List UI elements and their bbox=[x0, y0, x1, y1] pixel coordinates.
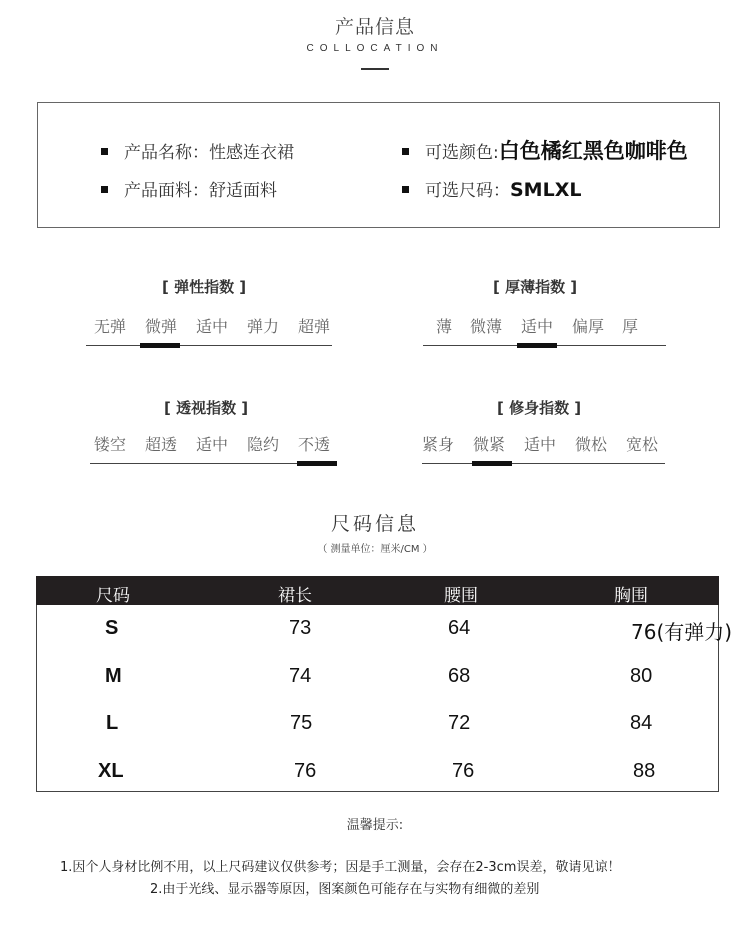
product-size-label: 可选尺码： bbox=[425, 181, 510, 201]
bust-cell: 88 bbox=[633, 760, 656, 782]
fit-option: 宽松 bbox=[626, 435, 659, 454]
bust-cell: 80 bbox=[630, 665, 653, 687]
section-subtitle: COLLOCATION bbox=[306, 43, 444, 54]
elasticity-scale-line bbox=[86, 345, 332, 346]
elasticity-option: 无弹 bbox=[94, 317, 127, 336]
fit-option: 紧身 bbox=[422, 435, 455, 454]
transparency-option: 超透 bbox=[145, 435, 178, 454]
fit-option: 微紧 bbox=[473, 435, 506, 454]
transparency-selected-marker bbox=[297, 461, 337, 466]
transparency-option: 不透 bbox=[298, 435, 331, 454]
transparency-option: 镂空 bbox=[94, 435, 127, 454]
header-waist: 腰围 bbox=[444, 586, 478, 606]
fit-option: 微松 bbox=[575, 435, 608, 454]
thickness-index-title: [ 厚薄指数 ] bbox=[493, 278, 578, 296]
tip-note-2: 2.由于光线、显示器等原因，图案颜色可能存在与实物有细微的差别 bbox=[150, 882, 540, 897]
bust-cell: 84 bbox=[630, 712, 653, 734]
product-name-label: 产品名称： bbox=[124, 143, 209, 163]
header-size: 尺码 bbox=[96, 586, 130, 606]
product-size-row bbox=[402, 176, 581, 201]
fit-option: 适中 bbox=[524, 435, 557, 454]
thickness-option: 适中 bbox=[521, 317, 554, 336]
title-divider bbox=[361, 68, 389, 70]
section-title: 产品信息 bbox=[334, 16, 415, 38]
size-cell: L bbox=[106, 712, 119, 734]
waist-cell: 64 bbox=[448, 617, 471, 639]
transparency-index-title: [ 透视指数 ] bbox=[164, 399, 249, 417]
fit-index-title: [ 修身指数 ] bbox=[497, 399, 582, 417]
elasticity-option: 弹力 bbox=[247, 317, 280, 336]
transparency-option: 适中 bbox=[196, 435, 229, 454]
size-cell: S bbox=[105, 617, 119, 639]
length-cell: 74 bbox=[289, 665, 312, 687]
thickness-option: 偏厚 bbox=[572, 317, 605, 336]
product-color-value: 白色橘红黑色咖啡色 bbox=[498, 139, 688, 163]
product-name-value: 性感连衣裙 bbox=[209, 143, 294, 163]
bullet-icon bbox=[101, 148, 108, 155]
product-fabric-value: 舒适面料 bbox=[209, 181, 277, 201]
bullet-icon bbox=[101, 186, 108, 193]
tip-note-1: 1.因个人身材比例不用，以上尺码建议仅供参考；因是手工测量，会存在2-3cm误差，敬请见谅！ bbox=[60, 860, 621, 875]
waist-cell: 76 bbox=[452, 760, 475, 782]
elasticity-selected-marker bbox=[140, 343, 180, 348]
thickness-option: 微薄 bbox=[470, 317, 503, 336]
elasticity-option: 超弹 bbox=[298, 317, 331, 336]
product-color-label: 可选颜色: bbox=[425, 143, 499, 163]
elasticity-option: 微弹 bbox=[145, 317, 178, 336]
waist-cell: 72 bbox=[448, 712, 471, 734]
length-cell: 75 bbox=[290, 712, 313, 734]
thickness-selected-marker bbox=[517, 343, 557, 348]
product-fabric-label: 产品面料： bbox=[124, 181, 209, 201]
length-cell: 76 bbox=[294, 760, 317, 782]
bust-cell: 76(有弹力) bbox=[631, 620, 733, 644]
product-info-box bbox=[37, 102, 720, 228]
fit-selected-marker bbox=[472, 461, 512, 466]
length-cell: 73 bbox=[289, 617, 312, 639]
size-cell: M bbox=[105, 665, 122, 687]
size-table-header bbox=[36, 576, 719, 605]
transparency-option: 隐约 bbox=[247, 435, 280, 454]
size-cell: XL bbox=[98, 760, 124, 782]
fit-scale-line bbox=[422, 463, 665, 464]
size-info-unit: （ 测量单位：厘米/CM ） bbox=[317, 544, 433, 555]
tips-title: 温馨提示: bbox=[346, 818, 404, 833]
bullet-icon bbox=[402, 148, 409, 155]
header-length: 裙长 bbox=[278, 586, 312, 606]
waist-cell: 68 bbox=[448, 665, 471, 687]
product-fabric-row bbox=[101, 176, 277, 201]
elasticity-index-title: [ 弹性指数 ] bbox=[162, 278, 247, 296]
thickness-option: 厚 bbox=[622, 317, 639, 336]
header-bust: 胸围 bbox=[614, 586, 648, 606]
product-color-row bbox=[402, 135, 688, 165]
bullet-icon bbox=[402, 186, 409, 193]
size-table bbox=[36, 576, 719, 792]
elasticity-option: 适中 bbox=[196, 317, 229, 336]
thickness-option: 薄 bbox=[436, 317, 453, 336]
product-size-value: SMLXL bbox=[510, 179, 582, 201]
product-name-row bbox=[101, 138, 294, 163]
size-info-title: 尺码信息 bbox=[330, 513, 419, 535]
